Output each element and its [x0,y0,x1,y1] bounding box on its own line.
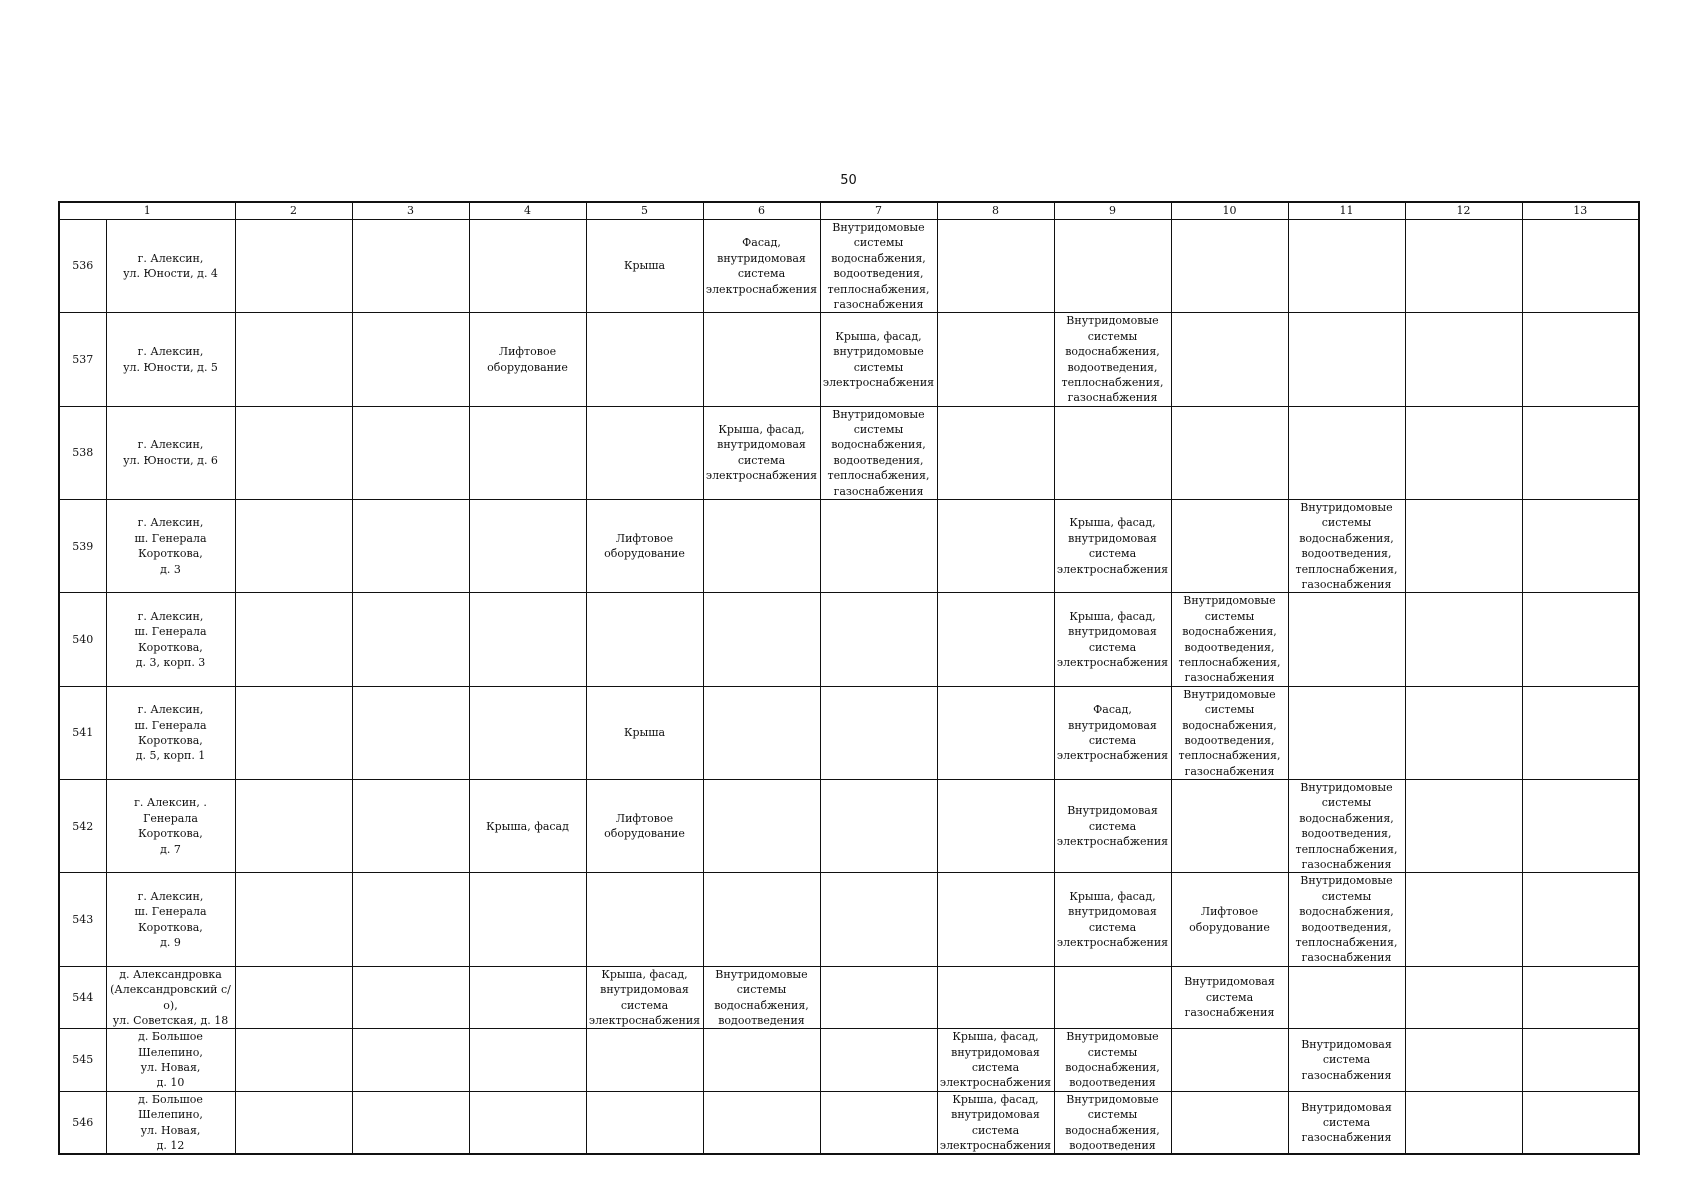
work-cell [1171,313,1288,406]
work-cell [1405,780,1522,873]
work-cell [703,500,820,593]
work-cell: Крыша, фасад, внутридомовая система электроснабжения [937,1091,1054,1154]
address-cell: г. Алексин, . Генерала Короткова, д. 7 [106,780,235,873]
header-cell: 1 [59,202,235,220]
work-cell [352,220,469,313]
table-row [59,593,1639,686]
work-cell: Крыша [586,686,703,779]
work-cell: Крыша, фасад, внутридомовые системы электроснабжения [820,313,937,406]
header-cell: 8 [937,202,1054,220]
table-row [59,500,1639,593]
header-cell: 4 [469,202,586,220]
work-cell [235,406,352,499]
header-cell: 5 [586,202,703,220]
work-cell [352,966,469,1029]
work-cell: Фасад, внутридомовая система электроснабжения [703,220,820,313]
work-cell: Внутридомовые системы водоснабжения, водоотведения [703,966,820,1029]
table-row [59,220,1639,313]
work-cell [235,220,352,313]
header-cell: 12 [1405,202,1522,220]
work-cell [937,220,1054,313]
table-row [59,406,1639,499]
work-cell [1171,1091,1288,1154]
work-cell: Крыша, фасад [469,780,586,873]
work-cell [1405,1029,1522,1092]
header-cell: 9 [1054,202,1171,220]
work-cell [1405,593,1522,686]
work-cell: Крыша, фасад, внутридомовая система электроснабжения [1054,873,1171,966]
work-cell [352,500,469,593]
row-number: 539 [59,500,106,593]
work-cell [469,593,586,686]
work-cell [1522,686,1639,779]
work-cell [352,686,469,779]
work-cell [1405,500,1522,593]
work-cell: Внутридомовая система газоснабжения [1288,1091,1405,1154]
work-cell [1405,313,1522,406]
table-row [59,780,1639,873]
work-cell [1288,686,1405,779]
work-cell: Лифтовое оборудование [469,313,586,406]
address-cell: г. Алексин, ш. Генерала Короткова, д. 3, корп. 3 [106,593,235,686]
work-cell: Внутридомовая система электроснабжения [1054,780,1171,873]
work-cell [820,1029,937,1092]
work-cell [820,686,937,779]
work-cell [352,873,469,966]
work-cell: Внутридомовые системы водоснабжения, водоотведения, теплоснабжения, газоснабжения [1171,593,1288,686]
work-cell: Крыша, фасад, внутридомовая система электроснабжения [937,1029,1054,1092]
header-cell: 13 [1522,202,1639,220]
work-cell: Лифтовое оборудование [586,780,703,873]
header-cell: 7 [820,202,937,220]
work-cell [820,966,937,1029]
work-cell [586,406,703,499]
work-cell [937,500,1054,593]
work-cell [820,873,937,966]
work-cell [586,873,703,966]
work-cell [937,593,1054,686]
work-cell [469,406,586,499]
table-row [59,313,1639,406]
work-cell [469,220,586,313]
work-cell [820,593,937,686]
row-number: 536 [59,220,106,313]
work-cell [1522,1091,1639,1154]
work-cell: Внутридомовые системы водоснабжения, водоотведения [1054,1029,1171,1092]
work-cell [469,500,586,593]
work-cell: Внутридомовые системы водоснабжения, водоотведения [1054,1091,1171,1154]
address-cell: г. Алексин, ул. Юности, д. 6 [106,406,235,499]
work-cell: Фасад, внутридомовая система электроснабжения [1054,686,1171,779]
row-number: 540 [59,593,106,686]
work-cell: Лифтовое оборудование [1171,873,1288,966]
work-cell: Внутридомовые системы водоснабжения, водоотведения, теплоснабжения, газоснабжения [1288,873,1405,966]
work-cell [1522,220,1639,313]
work-cell [469,686,586,779]
work-cell: Внутридомовая система газоснабжения [1171,966,1288,1029]
work-cell [352,1029,469,1092]
header-cell: 2 [235,202,352,220]
works-schedule-table [58,201,1640,1155]
work-cell [937,966,1054,1029]
work-cell [820,1091,937,1154]
work-cell [1522,1029,1639,1092]
work-cell [235,313,352,406]
work-cell [1054,966,1171,1029]
work-cell [235,593,352,686]
table-row [59,686,1639,779]
work-cell [1171,406,1288,499]
work-cell [703,780,820,873]
work-cell [1405,686,1522,779]
work-cell [586,593,703,686]
address-cell: г. Алексин, ул. Юности, д. 4 [106,220,235,313]
work-cell [1288,220,1405,313]
work-cell: Внутридомовые системы водоснабжения, водоотведения, теплоснабжения, газоснабжения [1054,313,1171,406]
work-cell [1288,313,1405,406]
work-cell [352,1091,469,1154]
work-cell [586,1029,703,1092]
work-cell: Внутридомовые системы водоснабжения, водоотведения, теплоснабжения, газоснабжения [820,220,937,313]
work-cell [1405,966,1522,1029]
address-cell: д. Большое Шелепино, ул. Новая, д. 12 [106,1091,235,1154]
header-cell: 6 [703,202,820,220]
page-number: 50 [840,173,857,188]
row-number: 537 [59,313,106,406]
work-cell: Крыша, фасад, внутридомовая система электроснабжения [1054,593,1171,686]
work-cell [937,406,1054,499]
work-cell [1522,313,1639,406]
row-number: 541 [59,686,106,779]
work-cell [1171,220,1288,313]
work-cell [703,686,820,779]
header-cell: 11 [1288,202,1405,220]
address-cell: д. Большое Шелепино, ул. Новая, д. 10 [106,1029,235,1092]
work-cell [235,966,352,1029]
row-number: 544 [59,966,106,1029]
work-cell: Внутридомовые системы водоснабжения, водоотведения, теплоснабжения, газоснабжения [1288,500,1405,593]
table-row [59,873,1639,966]
work-cell [586,313,703,406]
work-cell [352,780,469,873]
row-number: 543 [59,873,106,966]
work-cell [1405,1091,1522,1154]
work-cell [235,1091,352,1154]
work-cell [469,1029,586,1092]
work-cell [1405,873,1522,966]
work-cell [1405,220,1522,313]
address-cell: г. Алексин, ул. Юности, д. 5 [106,313,235,406]
work-cell [235,500,352,593]
work-cell [235,780,352,873]
work-cell [352,313,469,406]
work-cell: Внутридомовые системы водоснабжения, водоотведения, теплоснабжения, газоснабжения [1288,780,1405,873]
work-cell [1171,500,1288,593]
work-cell [937,780,1054,873]
header-row [59,202,1639,220]
table-row [59,966,1639,1029]
work-cell [937,313,1054,406]
work-cell: Крыша, фасад, внутридомовая система электроснабжения [586,966,703,1029]
work-cell: Крыша [586,220,703,313]
work-cell [469,966,586,1029]
work-cell [937,873,1054,966]
work-cell [469,873,586,966]
work-cell: Лифтовое оборудование [586,500,703,593]
work-cell [703,1091,820,1154]
work-cell [235,686,352,779]
work-cell [1522,406,1639,499]
work-cell [1288,406,1405,499]
work-cell [352,406,469,499]
work-cell [1288,593,1405,686]
work-cell [1405,406,1522,499]
table-row [59,1029,1639,1092]
work-cell [1522,500,1639,593]
work-cell [235,1029,352,1092]
work-cell [1171,780,1288,873]
work-cell [820,780,937,873]
work-cell [703,1029,820,1092]
work-cell [1171,1029,1288,1092]
work-cell: Внутридомовые системы водоснабжения, водоотведения, теплоснабжения, газоснабжения [820,406,937,499]
work-cell [820,500,937,593]
work-cell [235,873,352,966]
work-cell [1288,966,1405,1029]
row-number: 542 [59,780,106,873]
work-cell [703,873,820,966]
work-cell: Крыша, фасад, внутридомовая система электроснабжения [1054,500,1171,593]
address-cell: г. Алексин, ш. Генерала Короткова, д. 3 [106,500,235,593]
table-row [59,1091,1639,1154]
work-cell [352,593,469,686]
header-cell: 3 [352,202,469,220]
work-cell [1522,966,1639,1029]
work-cell [1522,593,1639,686]
work-cell: Внутридомовые системы водоснабжения, водоотведения, теплоснабжения, газоснабжения [1171,686,1288,779]
address-cell: г. Алексин, ш. Генерала Короткова, д. 5, корп. 1 [106,686,235,779]
work-cell: Внутридомовая система газоснабжения [1288,1029,1405,1092]
work-cell [937,686,1054,779]
work-cell [586,1091,703,1154]
row-number: 538 [59,406,106,499]
work-cell [1522,873,1639,966]
work-cell [1054,220,1171,313]
work-cell [703,313,820,406]
address-cell: г. Алексин, ш. Генерала Короткова, д. 9 [106,873,235,966]
work-cell [469,1091,586,1154]
work-cell: Крыша, фасад, внутридомовая система электроснабжения [703,406,820,499]
row-number: 546 [59,1091,106,1154]
address-cell: д. Александровка (Александровский с/о), ул. Советская, д. 18 [106,966,235,1029]
work-cell [1522,780,1639,873]
row-number: 545 [59,1029,106,1092]
header-cell: 10 [1171,202,1288,220]
work-cell [1054,406,1171,499]
work-cell [703,593,820,686]
